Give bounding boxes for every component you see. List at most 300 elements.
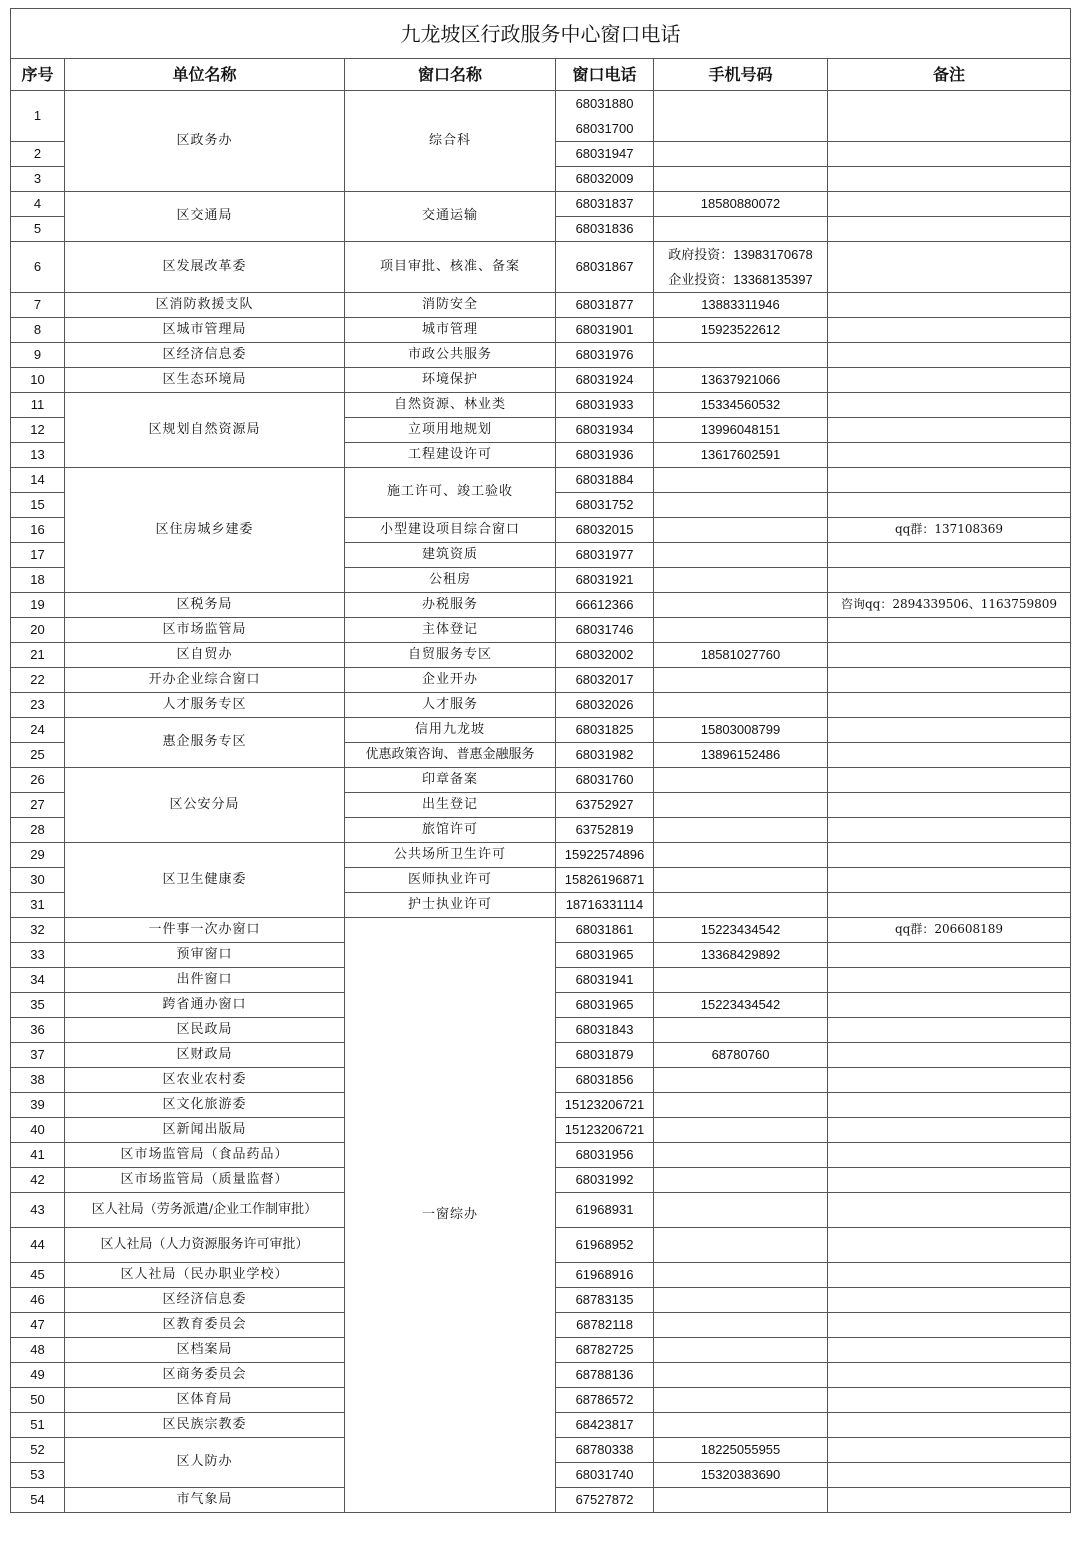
unit-name: 跨省通办窗口 <box>65 993 345 1018</box>
row-number: 54 <box>11 1488 65 1513</box>
row-number: 35 <box>11 993 65 1018</box>
note-cell: qq群：206608189 <box>828 918 1071 943</box>
unit-name: 区市场监管局（质量监督） <box>65 1168 345 1193</box>
window-phone: 68783135 <box>556 1288 654 1313</box>
mobile-number <box>654 142 828 167</box>
unit-name: 区人防办 <box>65 1438 345 1488</box>
mobile-number: 15223434542 <box>654 918 828 943</box>
note-cell <box>828 1288 1071 1313</box>
table-row <box>11 242 1071 293</box>
window-phone: 68423817 <box>556 1413 654 1438</box>
window-phone: 68032002 <box>556 643 654 668</box>
unit-name: 区市场监管局 <box>65 618 345 643</box>
unit-name: 出件窗口 <box>65 968 345 993</box>
table-row <box>11 693 1071 718</box>
window-name: 立项用地规划 <box>345 418 556 443</box>
window-phone: 15123206721 <box>556 1118 654 1143</box>
window-name: 印章备案 <box>345 768 556 793</box>
note-cell <box>828 192 1071 217</box>
row-number: 26 <box>11 768 65 793</box>
note-cell <box>828 142 1071 167</box>
note-cell <box>828 568 1071 593</box>
mobile-number: 13617602591 <box>654 443 828 468</box>
window-phone <box>556 91 654 142</box>
note-cell <box>828 418 1071 443</box>
mobile-number <box>654 843 828 868</box>
note-cell <box>828 993 1071 1018</box>
mobile-number <box>654 91 828 142</box>
table-row <box>11 668 1071 693</box>
window-phone: 68032015 <box>556 518 654 543</box>
row-number: 10 <box>11 368 65 393</box>
note-cell <box>828 643 1071 668</box>
row-number: 36 <box>11 1018 65 1043</box>
row-number: 43 <box>11 1193 65 1228</box>
note-cell <box>828 1018 1071 1043</box>
unit-name: 区税务局 <box>65 593 345 618</box>
mobile-number <box>654 1288 828 1313</box>
row-number: 25 <box>11 743 65 768</box>
header-row <box>11 59 1071 91</box>
row-number: 5 <box>11 217 65 242</box>
unit-name: 区发展改革委 <box>65 242 345 293</box>
note-cell <box>828 718 1071 743</box>
unit-name: 一件事一次办窗口 <box>65 918 345 943</box>
row-number: 40 <box>11 1118 65 1143</box>
header-cell-no: 序号 <box>11 59 65 91</box>
window-name: 旅馆许可 <box>345 818 556 843</box>
row-number: 29 <box>11 843 65 868</box>
window-phone: 68031861 <box>556 918 654 943</box>
row-number: 41 <box>11 1143 65 1168</box>
note-cell <box>828 668 1071 693</box>
note-cell <box>828 893 1071 918</box>
mobile-number: 13896152486 <box>654 743 828 768</box>
row-number: 15 <box>11 493 65 518</box>
window-phone-line: 68031700 <box>575 121 634 136</box>
note-cell <box>828 868 1071 893</box>
window-phone: 68782725 <box>556 1338 654 1363</box>
window-phone: 68031936 <box>556 443 654 468</box>
unit-name: 区卫生健康委 <box>65 843 345 918</box>
note-cell <box>828 368 1071 393</box>
unit-name: 预审窗口 <box>65 943 345 968</box>
mobile-number: 18225055955 <box>654 1438 828 1463</box>
mobile-number: 13996048151 <box>654 418 828 443</box>
unit-name: 区生态环境局 <box>65 368 345 393</box>
mobile-number <box>654 818 828 843</box>
mobile-number: 18581027760 <box>654 643 828 668</box>
mobile-number <box>654 468 828 493</box>
window-phone: 68031837 <box>556 192 654 217</box>
mobile-number: 68780760 <box>654 1043 828 1068</box>
window-name: 护士执业许可 <box>345 893 556 918</box>
note-cell <box>828 1168 1071 1193</box>
note-cell <box>828 1228 1071 1263</box>
note-cell <box>828 1263 1071 1288</box>
row-number: 16 <box>11 518 65 543</box>
row-number: 53 <box>11 1463 65 1488</box>
window-phone: 68031941 <box>556 968 654 993</box>
note-cell <box>828 1488 1071 1513</box>
note-cell: qq群：137108369 <box>828 518 1071 543</box>
mobile-number <box>654 1018 828 1043</box>
note-cell <box>828 443 1071 468</box>
unit-name: 区财政局 <box>65 1043 345 1068</box>
row-number: 13 <box>11 443 65 468</box>
row-number: 6 <box>11 242 65 293</box>
window-name: 项目审批、核准、备案 <box>345 242 556 293</box>
unit-name: 区人社局（人力资源服务许可审批） <box>65 1228 345 1263</box>
note-cell <box>828 1388 1071 1413</box>
unit-name: 区文化旅游委 <box>65 1093 345 1118</box>
row-number: 37 <box>11 1043 65 1068</box>
window-phone: 68031965 <box>556 943 654 968</box>
window-phone: 63752819 <box>556 818 654 843</box>
note-cell <box>828 217 1071 242</box>
note-cell <box>828 943 1071 968</box>
mobile-number <box>654 793 828 818</box>
mobile-number <box>654 693 828 718</box>
mobile-number <box>654 1388 828 1413</box>
window-phone: 68032017 <box>556 668 654 693</box>
window-phone: 15123206721 <box>556 1093 654 1118</box>
unit-name: 区新闻出版局 <box>65 1118 345 1143</box>
window-phone: 68031760 <box>556 768 654 793</box>
row-number: 27 <box>11 793 65 818</box>
note-cell <box>828 1313 1071 1338</box>
row-number: 9 <box>11 343 65 368</box>
note-cell <box>828 1068 1071 1093</box>
note-cell <box>828 1438 1071 1463</box>
window-name: 信用九龙坡 <box>345 718 556 743</box>
table-row <box>11 318 1071 343</box>
note-cell <box>828 743 1071 768</box>
window-name: 自贸服务专区 <box>345 643 556 668</box>
window-phone: 15826196871 <box>556 868 654 893</box>
window-phone: 68031856 <box>556 1068 654 1093</box>
window-phone: 68031825 <box>556 718 654 743</box>
row-number: 46 <box>11 1288 65 1313</box>
row-number: 19 <box>11 593 65 618</box>
window-phone: 68031982 <box>556 743 654 768</box>
unit-name: 区经济信息委 <box>65 343 345 368</box>
mobile-number <box>654 1118 828 1143</box>
row-number: 8 <box>11 318 65 343</box>
header-cell-mobile: 手机号码 <box>654 59 828 91</box>
window-phone: 66612366 <box>556 593 654 618</box>
unit-name: 区民政局 <box>65 1018 345 1043</box>
header-cell-window: 窗口名称 <box>345 59 556 91</box>
window-phone: 68031877 <box>556 293 654 318</box>
row-number: 23 <box>11 693 65 718</box>
note-cell <box>828 91 1071 142</box>
row-number: 28 <box>11 818 65 843</box>
mobile-number <box>654 893 828 918</box>
window-phone: 68031879 <box>556 1043 654 1068</box>
note-cell <box>828 1363 1071 1388</box>
mobile-line: 企业投资：13368135397 <box>668 272 813 287</box>
row-number: 22 <box>11 668 65 693</box>
note-cell <box>828 242 1071 293</box>
row-number: 12 <box>11 418 65 443</box>
window-phone: 68031977 <box>556 543 654 568</box>
table-row <box>11 718 1071 743</box>
table-row <box>11 368 1071 393</box>
note-cell <box>828 693 1071 718</box>
unit-name: 惠企服务专区 <box>65 718 345 768</box>
mobile-number <box>654 1263 828 1288</box>
table-row <box>11 768 1071 793</box>
mobile-number <box>654 868 828 893</box>
window-name: 企业开办 <box>345 668 556 693</box>
title-row <box>11 9 1071 59</box>
window-name: 人才服务 <box>345 693 556 718</box>
note-cell <box>828 768 1071 793</box>
unit-name: 市气象局 <box>65 1488 345 1513</box>
unit-name: 人才服务专区 <box>65 693 345 718</box>
unit-name: 区自贸办 <box>65 643 345 668</box>
row-number: 18 <box>11 568 65 593</box>
note-cell <box>828 393 1071 418</box>
row-number: 33 <box>11 943 65 968</box>
header-cell-note: 备注 <box>828 59 1071 91</box>
table-row <box>11 643 1071 668</box>
unit-name: 区住房城乡建委 <box>65 468 345 593</box>
mobile-number: 13883311946 <box>654 293 828 318</box>
unit-name: 区档案局 <box>65 1338 345 1363</box>
window-name: 环境保护 <box>345 368 556 393</box>
window-name: 施工许可、竣工验收 <box>345 468 556 518</box>
note-cell <box>828 293 1071 318</box>
window-phone: 68031976 <box>556 343 654 368</box>
window-phone: 68786572 <box>556 1388 654 1413</box>
window-phone: 67527872 <box>556 1488 654 1513</box>
unit-name: 区消防救援支队 <box>65 293 345 318</box>
window-phone: 68031992 <box>556 1168 654 1193</box>
row-number: 14 <box>11 468 65 493</box>
mobile-number <box>654 242 828 293</box>
window-name: 出生登记 <box>345 793 556 818</box>
mobile-number: 18580880072 <box>654 192 828 217</box>
mobile-number <box>654 1313 828 1338</box>
unit-name: 区交通局 <box>65 192 345 242</box>
mobile-line: 政府投资：13983170678 <box>668 247 813 262</box>
table-row <box>11 593 1071 618</box>
window-phone: 68031934 <box>556 418 654 443</box>
window-phone: 68782118 <box>556 1313 654 1338</box>
mobile-number <box>654 1488 828 1513</box>
row-number: 3 <box>11 167 65 192</box>
mobile-number <box>654 1093 828 1118</box>
unit-name: 区农业农村委 <box>65 1068 345 1093</box>
window-phone: 68031836 <box>556 217 654 242</box>
window-phone: 18716331114 <box>556 893 654 918</box>
row-number: 24 <box>11 718 65 743</box>
row-number: 17 <box>11 543 65 568</box>
note-cell: 咨询qq：2894339506、1163759809 <box>828 593 1071 618</box>
window-name: 公租房 <box>345 568 556 593</box>
note-cell <box>828 1043 1071 1068</box>
mobile-number <box>654 593 828 618</box>
row-number: 20 <box>11 618 65 643</box>
row-number: 48 <box>11 1338 65 1363</box>
mobile-number <box>654 1143 828 1168</box>
mobile-number <box>654 1168 828 1193</box>
window-phone: 68032026 <box>556 693 654 718</box>
window-phone: 68032009 <box>556 167 654 192</box>
window-phone: 61968952 <box>556 1228 654 1263</box>
table-row <box>11 91 1071 142</box>
unit-name: 区政务办 <box>65 91 345 192</box>
row-number: 2 <box>11 142 65 167</box>
row-number: 30 <box>11 868 65 893</box>
window-phone: 68031746 <box>556 618 654 643</box>
window-name: 医师执业许可 <box>345 868 556 893</box>
window-phone: 68031933 <box>556 393 654 418</box>
unit-name: 区规划自然资源局 <box>65 393 345 468</box>
mobile-number <box>654 518 828 543</box>
unit-name: 区商务委员会 <box>65 1363 345 1388</box>
row-number: 50 <box>11 1388 65 1413</box>
window-phone: 68031924 <box>556 368 654 393</box>
table-row <box>11 918 1071 943</box>
window-name: 公共场所卫生许可 <box>345 843 556 868</box>
unit-name: 区城市管理局 <box>65 318 345 343</box>
row-number: 4 <box>11 192 65 217</box>
mobile-number <box>654 1193 828 1228</box>
mobile-number <box>654 968 828 993</box>
row-number: 44 <box>11 1228 65 1263</box>
window-name: 主体登记 <box>345 618 556 643</box>
table-row <box>11 192 1071 217</box>
window-phone: 68031884 <box>556 468 654 493</box>
header-cell-phone: 窗口电话 <box>556 59 654 91</box>
window-phone: 61968916 <box>556 1263 654 1288</box>
window-name: 小型建设项目综合窗口 <box>345 518 556 543</box>
unit-name: 区教育委员会 <box>65 1313 345 1338</box>
window-name: 优惠政策咨询、普惠金融服务 <box>345 743 556 768</box>
unit-name: 区市场监管局（食品药品） <box>65 1143 345 1168</box>
table-row <box>11 393 1071 418</box>
row-number: 45 <box>11 1263 65 1288</box>
unit-name: 区经济信息委 <box>65 1288 345 1313</box>
window-phone-line: 68031880 <box>575 96 634 111</box>
mobile-number <box>654 1338 828 1363</box>
unit-name: 区民族宗教委 <box>65 1413 345 1438</box>
phone-directory-table <box>10 8 1071 1513</box>
row-number: 31 <box>11 893 65 918</box>
window-phone: 68031956 <box>556 1143 654 1168</box>
window-phone: 15922574896 <box>556 843 654 868</box>
window-phone: 68788136 <box>556 1363 654 1388</box>
mobile-number: 13368429892 <box>654 943 828 968</box>
mobile-number: 13637921066 <box>654 368 828 393</box>
unit-name: 开办企业综合窗口 <box>65 668 345 693</box>
note-cell <box>828 1118 1071 1143</box>
mobile-number <box>654 618 828 643</box>
mobile-number <box>654 768 828 793</box>
note-cell <box>828 1463 1071 1488</box>
mobile-number <box>654 1413 828 1438</box>
mobile-number <box>654 543 828 568</box>
window-name: 交通运输 <box>345 192 556 242</box>
row-number: 52 <box>11 1438 65 1463</box>
unit-name: 区人社局（民办职业学校） <box>65 1263 345 1288</box>
mobile-number <box>654 493 828 518</box>
row-number: 38 <box>11 1068 65 1093</box>
window-phone: 61968931 <box>556 1193 654 1228</box>
mobile-number <box>654 1228 828 1263</box>
mobile-number <box>654 343 828 368</box>
row-number: 1 <box>11 91 65 142</box>
row-number: 7 <box>11 293 65 318</box>
table-row <box>11 468 1071 493</box>
note-cell <box>828 968 1071 993</box>
mobile-number <box>654 1363 828 1388</box>
note-cell <box>828 1413 1071 1438</box>
note-cell <box>828 818 1071 843</box>
window-name: 工程建设许可 <box>345 443 556 468</box>
mobile-number: 15320383690 <box>654 1463 828 1488</box>
window-phone: 68031867 <box>556 242 654 293</box>
row-number: 11 <box>11 393 65 418</box>
window-phone: 68780338 <box>556 1438 654 1463</box>
note-cell <box>828 1338 1071 1363</box>
window-phone: 68031947 <box>556 142 654 167</box>
row-number: 51 <box>11 1413 65 1438</box>
window-name: 消防安全 <box>345 293 556 318</box>
mobile-number <box>654 1068 828 1093</box>
window-name: 自然资源、林业类 <box>345 393 556 418</box>
row-number: 21 <box>11 643 65 668</box>
note-cell <box>828 468 1071 493</box>
header-cell-unit: 单位名称 <box>65 59 345 91</box>
window-phone: 68031843 <box>556 1018 654 1043</box>
note-cell <box>828 343 1071 368</box>
window-phone: 68031901 <box>556 318 654 343</box>
window-name: 建筑资质 <box>345 543 556 568</box>
window-phone: 68031752 <box>556 493 654 518</box>
table-row <box>11 843 1071 868</box>
table-row <box>11 618 1071 643</box>
note-cell <box>828 1093 1071 1118</box>
note-cell <box>828 793 1071 818</box>
row-number: 34 <box>11 968 65 993</box>
window-name: 城市管理 <box>345 318 556 343</box>
window-phone: 68031921 <box>556 568 654 593</box>
mobile-number: 15803008799 <box>654 718 828 743</box>
note-cell <box>828 1193 1071 1228</box>
note-cell <box>828 167 1071 192</box>
note-cell <box>828 543 1071 568</box>
note-cell <box>828 493 1071 518</box>
note-cell <box>828 1143 1071 1168</box>
mobile-number <box>654 568 828 593</box>
mobile-number: 15923522612 <box>654 318 828 343</box>
note-cell <box>828 843 1071 868</box>
mobile-number <box>654 668 828 693</box>
mobile-number: 15334560532 <box>654 393 828 418</box>
note-cell <box>828 618 1071 643</box>
row-number: 49 <box>11 1363 65 1388</box>
unit-name: 区体育局 <box>65 1388 345 1413</box>
mobile-number <box>654 217 828 242</box>
window-phone: 68031965 <box>556 993 654 1018</box>
row-number: 32 <box>11 918 65 943</box>
mobile-number <box>654 167 828 192</box>
window-name: 综合科 <box>345 91 556 192</box>
